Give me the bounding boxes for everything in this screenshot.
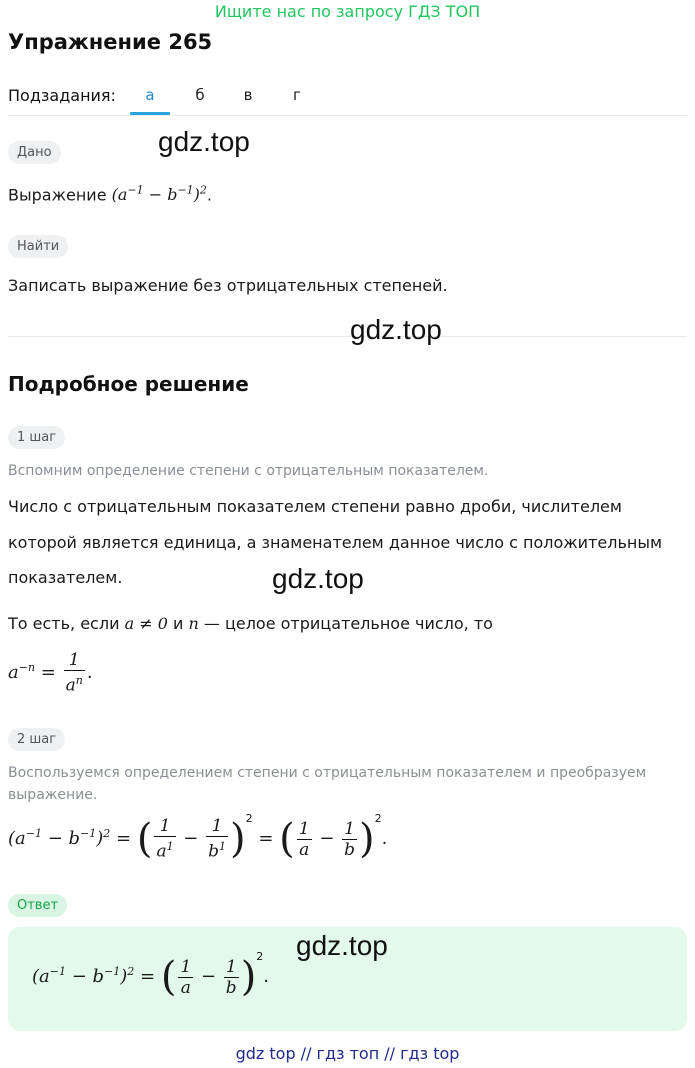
given-expression: Выражение $(a^{-1} - b^{-1})^2$. xyxy=(8,184,213,205)
step2-formula: $(a^{-1} - b^{-1})^2$ = ( $\frac{1}{a^1}$ − $\frac{1}{b^1}$ )$^2$ = ( $\frac{1}{a}$ − $\frac{1}{b}$ )$^2$. xyxy=(8,812,388,862)
subtasks-label: Подзадания: xyxy=(8,86,116,105)
footer-links[interactable]: gdz top // гдз топ // гдз top xyxy=(235,1044,460,1063)
answer-formula: $(a^{-1} - b^{-1})^2$ = ( $\frac{1}{a}$ − $\frac{1}{b}$ )$^2$. xyxy=(32,950,270,1000)
cond-formula-n: n xyxy=(188,614,199,633)
cond-prefix: То есть, если xyxy=(8,614,120,633)
step1-hint: Вспомним определение степени с отрицательным показателем. xyxy=(8,463,489,479)
watermark: gdz.top xyxy=(272,563,364,594)
step2-hint-line1: Воспользуемся определением степени с отрицательным показателем и преобразуем xyxy=(8,765,647,781)
find-text: Записать выражение без отрицательных степеней. xyxy=(8,276,448,295)
cond-suffix: — целое отрицательное число, то xyxy=(203,614,493,633)
answer-pill: Ответ xyxy=(8,894,67,917)
step1-formula: $a^{-n}$ = $\frac{1}{a^n}$ . xyxy=(8,650,93,696)
cond-mid: и xyxy=(172,614,184,633)
given-pill: Дано xyxy=(8,141,61,164)
given-formula: $(a^{-1} - b^{-1})^2$ xyxy=(111,184,207,205)
given-prefix: Выражение xyxy=(8,185,107,205)
tab-a[interactable]: а xyxy=(145,86,155,104)
watermark: gdz.top xyxy=(350,314,442,345)
step1-line3: показателем. xyxy=(8,568,123,587)
step2-pill: 2 шаг xyxy=(8,728,65,751)
tab-b[interactable]: б xyxy=(195,86,205,104)
tab-g[interactable]: г xyxy=(293,86,301,104)
watermark: gdz.top xyxy=(296,930,388,961)
step1-pill: 1 шаг xyxy=(8,426,65,449)
tabs-divider xyxy=(8,115,687,116)
step2-hint-line2: выражение. xyxy=(8,787,98,803)
tab-v[interactable]: в xyxy=(243,86,253,104)
top-banner[interactable]: Ищите нас по запросу ГДЗ ТОП xyxy=(214,2,481,21)
find-pill: Найти xyxy=(8,235,68,258)
page-title: Упражнение 265 xyxy=(8,30,213,54)
step1-condition xyxy=(8,613,493,635)
step1-line1: Число с отрицательным показателем степени равно дроби, числителем xyxy=(8,497,622,516)
section-divider xyxy=(8,336,687,337)
cond-formula-a: a ≠ 0 xyxy=(124,614,168,633)
watermark: gdz.top xyxy=(158,126,250,157)
step1-line2: которой является единица, а знаменателем данное число с положительным xyxy=(8,533,663,552)
solution-heading: Подробное решение xyxy=(8,372,249,396)
